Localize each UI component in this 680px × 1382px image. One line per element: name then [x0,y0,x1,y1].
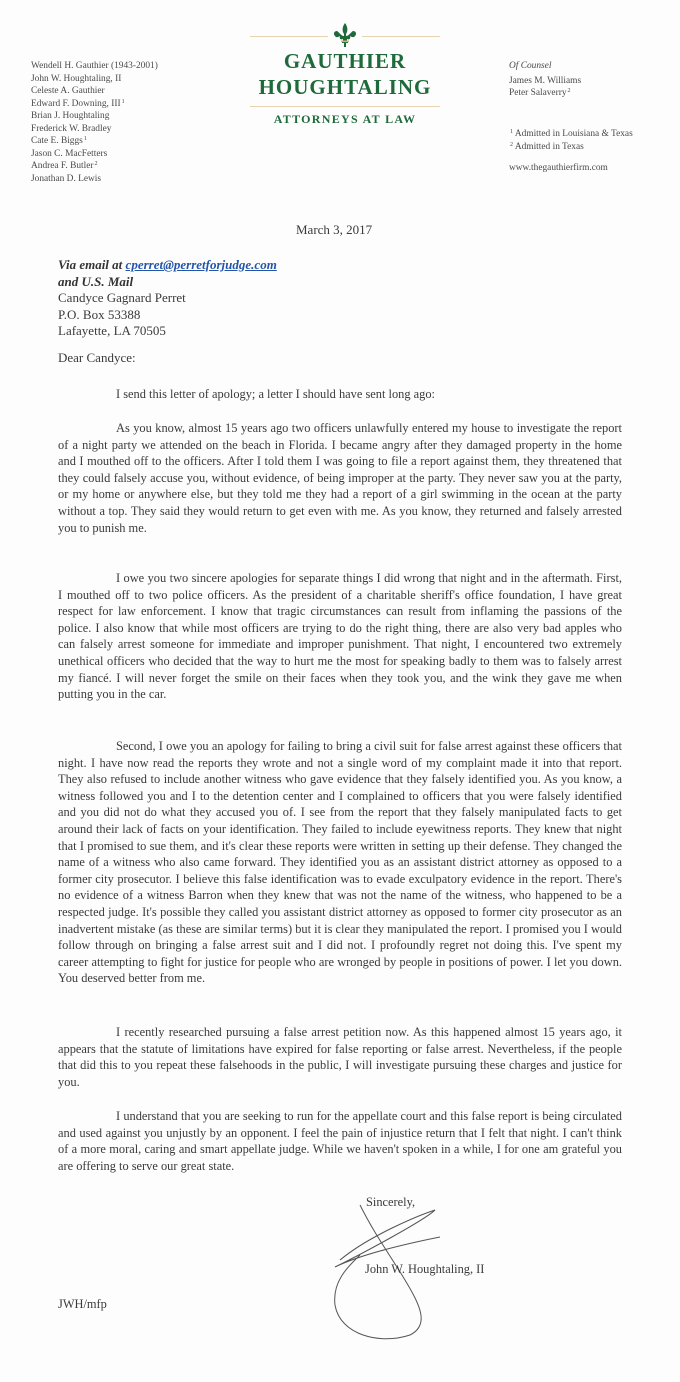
partner-list [31,60,158,185]
salutation: Dear Candyce: [58,350,136,365]
counsel-name: Peter Salaverry$^2$ [509,88,571,98]
firm-website: www.thegauthierfirm.com [509,163,608,173]
reference-initials: JWH/mfp [58,1297,107,1311]
signer-name: John W. Houghtaling, II [365,1262,485,1276]
partner-name: Jason C. MacFetters [31,148,108,159]
fleur-de-lis-icon [333,22,357,50]
delivery-method: Via email at cperret@perretforjudge.com and U.S. Mail [58,257,277,289]
footnote: $^1$ Admitted in Louisiana & Texas [510,129,633,139]
admission-footnotes [509,128,633,153]
counsel-name: James M. Williams [509,75,582,86]
recipient-name: Candyce Gagnard Perret [58,290,186,305]
logo-rule-right [362,36,440,37]
of-counsel [509,60,581,100]
partner-name: Andrea F. Butler$^2$ [31,161,98,171]
paragraph-1: As you know, almost 15 years ago two officers unlawfully entered my house to investigate the report of a night party we attended on the beach in Florida. I became angry after they damaged property in the home and I mouthed off to the officers. After I told them I was going to file a report against them, they threatened that they could falsely accuse you, without evidence, of being improper at the party. They never saw you at the party, or my home or anywhere else, but they told me they had a report of a girl swimming in the ocean at the party without a top. They said they would return to get even with me. As you know, they returned and falsely arrested you to punish me. [58,421,622,535]
firm-name-line2: HOUGHTALING [258,75,432,99]
partner-name: Celeste A. Gauthier [31,86,105,96]
partner-name: John W. Houghtaling, II [31,73,122,84]
paragraph-5: I understand that you are seeking to run for the appellate court and this false report is being circulated and used against you unjustly by an opponent. I feel the pain of injustice return that I felt that night. I can't think of a more moral, caring and smart appellate judge. While we haven't spoken in a while, I for one am grateful you are offering to serve our great state. [58,1109,622,1173]
paragraph-intro: I send this letter of apology; a letter I should have sent long ago: [116,387,435,401]
partner-name: Brian J. Houghtaling [31,111,110,121]
recipient-email-link[interactable]: cperret@perretforjudge.com [125,257,277,272]
logo-rule-left [250,36,328,37]
partner-name: Edward F. Downing, III$^1$ [31,98,125,109]
of-counsel-heading: Of Counsel [509,61,552,71]
recipient-address [58,290,186,340]
paragraph-3: Second, I owe you an apology for failing to bring a civil suit for false arrest against these officers that night. I have now read the reports they wrote and not a single word of my complaint made it into that report. They also refused to include another witness who gave evidence that they falsely identified you. As you know, a witness followed you and I to the detention center and I complained to officers that you were falsely identified and you did not do what they accused you of. I see from the report that they falsely manipulated facts to get around their lack of facts on your identification. They failed to include eyewitness reports. They knew that night that I promised to sue them, and it's clear these reports were written in setting up their defense. They changed the name of a witness who also came forward. They identified you as an assistant district attorney as opposed to a former city prosecutor. I believe this false identification was to evade exculpatory evidence in the report. There's no evidence of a witness Barron when they knew that was not the name of the witness, who happened to be a respected judge. It's possible they called you assistant district attorney as opposed to former city prosecutor as an inadvertent mistake (as these are similar terms) but it is clear they manipulated the report. I promised you I would follow through on bringing a false arrest suit and I did not. I profoundly regret not doing this. I've spent my career attempting to fight for justice for people who are wronged by people in positions of power. I let you down. You deserved better from me. [58,739,622,986]
firm-name-line1: GAUTHIER [283,49,407,73]
letter-date: March 3, 2017 [296,222,373,237]
partner-name: Wendell H. Gauthier (1943-2001) [31,61,158,71]
closing: Sincerely, [366,1195,416,1209]
paragraph-2: I owe you two sincere apologies for separate things I did wrong that night and in the aftermath. First, I mouthed off to two police officers. As the president of a charitable sheriff's office foundation, I have great respect for law enforcement. I know that tragic circumstances can result from inflaming the passions of the police. I also know that while most officers are trying to do the right thing, there are also very bad apples who can falsely arrest someone for immediate and improper punishment. That night, I encountered two extremely unethical officers who decided that the way to hurt me the most for speaking badly to them was to falsely arrest my fiancé. I will never forget the smile on their faces when they took you, and the wink they gave me when putting you in the car. [58,571,622,702]
recipient-address-line2: Lafayette, LA 70505 [58,323,166,338]
partner-name: Cate E. Biggs$^1$ [31,136,87,146]
footnote: $^2$ Admitted in Texas [510,141,584,152]
paragraph-4: I recently researched pursuing a false arrest petition now. As this happened almost 15 years ago, it appears that the statute of limitations have expired for false reporting or false arrest. Nevertheless, if the people that did this to you repeat these falsehoods in the public, I will investigate pursuing these charges and justice for you. [58,1025,622,1089]
partner-name: Frederick W. Bradley [31,123,112,134]
recipient-address-line1: P.O. Box 53388 [58,306,141,322]
partner-name: Jonathan D. Lewis [31,173,102,184]
logo-rule-bottom [250,106,440,107]
firm-tagline: ATTORNEYS AT LAW [273,112,417,126]
